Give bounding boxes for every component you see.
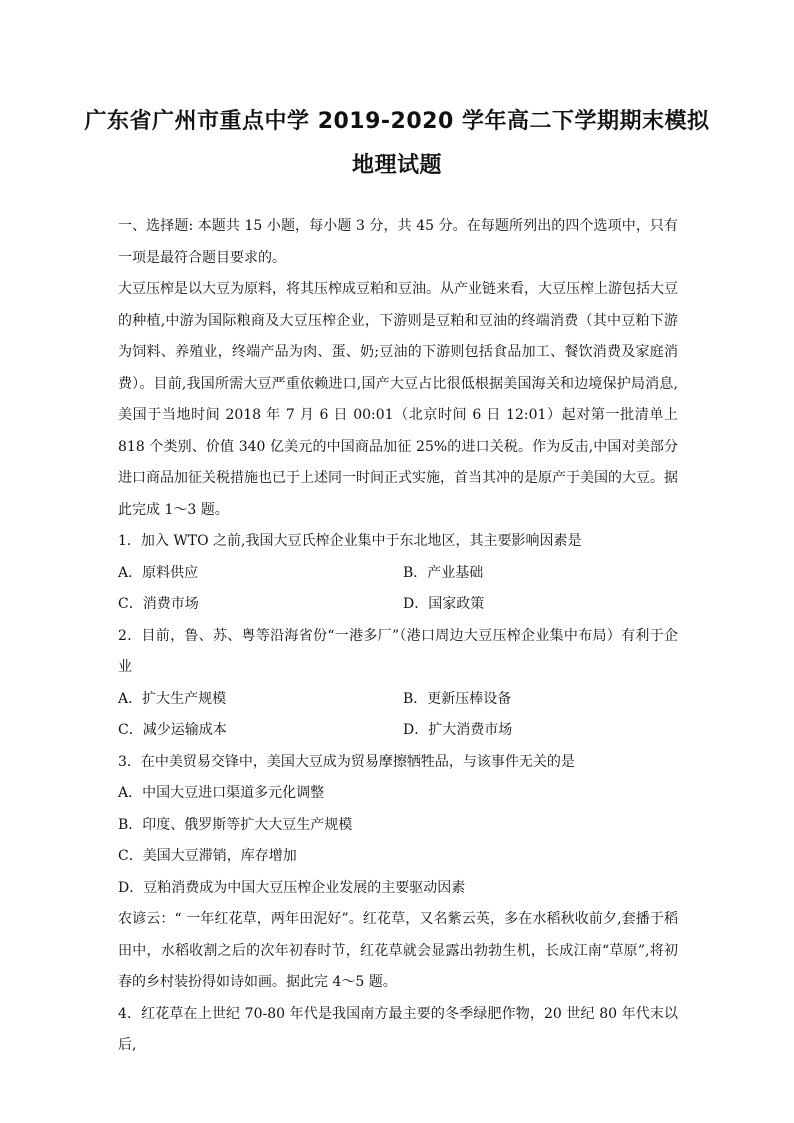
question-1-option-a: A．原料供应 <box>118 564 199 581</box>
passage-milk-vetch: 农谚云：“ 一年红花草，两年田泥好”。红花草，又名紫云英，多在水稻秋收前夕,套播于稻田中，水稻收割之后的次年初春时节，红花草就会显露出勃勃生机，长成江南“草原”,将初春的乡村装扮得如诗如画。据此完 4～5 题。 <box>118 911 678 990</box>
question-3-option-a: A．中国大豆进口渠道多元化调整 <box>118 785 325 801</box>
question-1-option-b: B．产业基础 <box>403 564 484 581</box>
passage-soybean: 大豆压榨是以大豆为原料，将其压榨成豆粕和豆油。从产业链来看，大豆压榨上游包括大豆的种植,中游为国际粮商及大豆压榨企业，下游则是豆粕和豆油的终端消费（其中豆粕下游为饲料、养殖业，终端产品为肉、蛋、奶;豆油的下游则包括食品加工、餐饮消费及家庭消费）。目前,我国所需大豆严重依赖进口,国产大豆占比很低根据美国海关和边境保护局消息,美国于当地时间 2018 年 7 月 6 日 00:01（北京时间 6 日 12:01）起对第一批清单上 818 个类别、价值 340 亿美元的中国商品加征 25%的进口关税。作为反击,中国对美部分进口商品加征关税措施也已于上述同一时间正式实施，首当其冲的是原产于美国的大豆。据此完成 1～3 题。 <box>118 281 678 518</box>
question-1-options-row-2 <box>118 589 678 621</box>
question-1-stem: 1．加入 WTO 之前,我国大豆氏榨企业集中于东北地区，其主要影响因素是 <box>118 533 582 549</box>
question-3-option-d: D．豆粕消费成为中国大豆压榨企业发展的主要驱动因素 <box>118 879 466 896</box>
question-2-options-row-1 <box>118 684 678 716</box>
question-1-option-c: C．消费市场 <box>118 596 199 612</box>
document-subtitle: 地理试题 <box>351 153 442 178</box>
question-2-option-d: D．扩大消费市场 <box>403 722 513 738</box>
question-2-option-c: C．减少运输成本 <box>118 722 227 738</box>
document-body <box>118 211 678 1062</box>
question-2-stem: 2．目前，鲁、苏、粤等沿海省份“一港多厂”（港口周边大豆压榨企业集中布局）有利于企业 <box>118 627 678 675</box>
question-1-option-d: D．国家政策 <box>403 596 485 612</box>
document-title: 广东省广州市重点中学 2019-2020 学年高二下学期期末模拟 <box>84 109 710 134</box>
question-3-stem: 3．在中美贸易交锋中，美国大豆成为贸易摩擦牺牲品，与该事件无关的是 <box>118 753 575 770</box>
question-4-stem: 4．红花草在上世纪 70-80 年代是我国南方最主要的冬季绿肥作物，20 世纪 80 年代末以后, <box>118 1005 678 1053</box>
section-heading: 一、选择题: 本题共 15 小题，每小题 3 分，共 45 分。在每题所列出的四个选项中，只有一项是最符合题目要求的。 <box>118 218 678 266</box>
question-2-option-b: B．更新压棒设备 <box>403 690 512 707</box>
question-1-options-row-1 <box>118 558 678 590</box>
question-3-option-c: C．美国大豆滞销，库存增加 <box>118 848 297 864</box>
question-2-option-a: A．扩大生产规模 <box>118 690 227 707</box>
question-2-options-row-2 <box>118 715 678 747</box>
question-3-option-b: B．印度、俄罗斯等扩大大豆生产规模 <box>118 816 353 833</box>
